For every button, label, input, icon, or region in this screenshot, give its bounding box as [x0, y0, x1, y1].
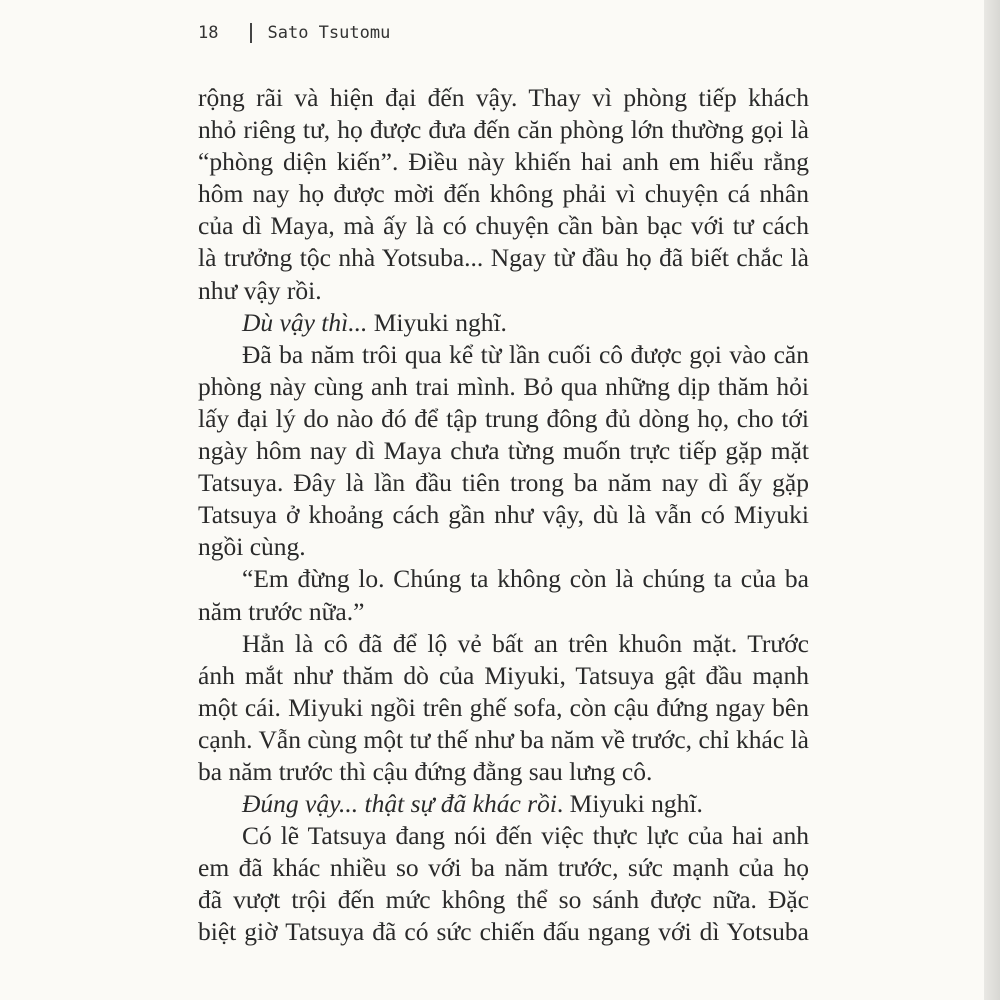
text-line [198, 916, 809, 948]
text-run: ngày hôm nay dì Maya chưa từng muốn trực tiếp gặp mặt [198, 436, 809, 466]
text-run: ánh mắt như thăm dò của Miyuki, Tatsuya gật đầu mạnh [198, 660, 809, 690]
page-edge-shadow [984, 0, 1000, 1000]
text-run: là trưởng tộc nhà Yotsuba... Ngay từ đầu họ đã biết chắc là [198, 243, 809, 273]
text-line [198, 242, 809, 274]
text-line [198, 146, 809, 178]
text-line [198, 499, 809, 531]
text-run: năm trước nữa.” [198, 596, 365, 626]
text-line [198, 852, 809, 884]
text-line [198, 371, 809, 403]
text-line [198, 307, 809, 339]
text-line [198, 403, 809, 435]
text-line [198, 756, 809, 788]
italic-thought: Dù vậy thì... [242, 307, 368, 337]
text-line [198, 531, 809, 563]
text-line [198, 788, 809, 820]
text-run: Có lẽ Tatsuya đang nói đến việc thực lực của hai anh [242, 821, 809, 851]
text-line [198, 114, 809, 146]
text-run: biệt giờ Tatsuya đã có sức chiến đấu ngang với dì Yotsuba [198, 917, 809, 947]
text-run: hôm nay họ được mời đến không phải vì chuyện cá nhân [198, 179, 809, 209]
paragraph [198, 788, 809, 820]
text-line [198, 820, 809, 852]
paragraph [198, 339, 809, 564]
text-run: lấy đại lý do nào đó để tập trung đông đủ dòng họ, cho tới [198, 403, 809, 433]
text-line [198, 724, 809, 756]
text-run: . Miyuki nghĩ. [556, 789, 703, 819]
text-run: Tatsuya ở khoảng cách gần như vậy, dù là vẫn có Miyuki [198, 500, 809, 530]
text-line [198, 884, 809, 916]
body-text [198, 82, 809, 949]
text-line [198, 660, 809, 692]
text-run: Hẳn là cô đã để lộ vẻ bất an trên khuôn mặt. Trước [242, 628, 809, 658]
text-run: phòng này cùng anh trai mình. Bỏ qua những dịp thăm hỏi [198, 371, 809, 401]
page-number: 18 [198, 23, 219, 43]
text-run: như vậy rồi. [198, 275, 322, 305]
running-header [198, 18, 390, 48]
text-run: ba năm trước thì cậu đứng đằng sau lưng cô. [198, 756, 653, 786]
text-line [198, 210, 809, 242]
author-name: Sato Tsutomu [267, 23, 391, 43]
text-run: nhỏ riêng tư, họ được đưa đến căn phòng lớn thường gọi là [198, 115, 809, 145]
text-run: Tatsuya. Đây là lần đầu tiên trong ba năm nay dì ấy gặp [198, 468, 809, 498]
text-run: “Em đừng lo. Chúng ta không còn là chúng ta của ba [242, 564, 809, 594]
paragraph [198, 82, 809, 307]
text-run: đã vượt trội đến mức không thể so sánh được nữa. Đặc [198, 885, 809, 915]
text-line [198, 563, 809, 595]
text-line [198, 692, 809, 724]
text-run: Đã ba năm trôi qua kể từ lần cuối cô được gọi vào căn [242, 339, 809, 369]
text-line [198, 435, 809, 467]
text-run: Miyuki nghĩ. [367, 307, 507, 337]
text-line [198, 275, 809, 307]
text-run: của dì Maya, mà ấy là có chuyện cần bàn bạc với tư cách [198, 211, 809, 241]
text-run: cạnh. Vẫn cùng một tư thế như ba năm về trước, chỉ khác là [198, 724, 809, 754]
paragraph [198, 563, 809, 627]
text-run: rộng rãi và hiện đại đến vậy. Thay vì phòng tiếp khách [198, 83, 809, 112]
paragraph [198, 628, 809, 788]
paragraph [198, 307, 809, 339]
paragraph [198, 820, 809, 948]
text-line [198, 339, 809, 371]
text-line [198, 467, 809, 499]
text-run: em đã khác nhiều so với ba năm trước, sức mạnh của họ [198, 853, 809, 883]
text-line [198, 596, 809, 628]
text-line [198, 82, 809, 114]
header-divider [250, 23, 252, 43]
text-run: “phòng diện kiến”. Điều này khiến hai anh em hiểu rằng [198, 147, 809, 177]
text-run: ngồi cùng. [198, 532, 306, 562]
text-run: một cái. Miyuki ngồi trên ghế sofa, còn cậu đứng ngay bên [198, 692, 809, 722]
text-line [198, 178, 809, 210]
text-line [198, 628, 809, 660]
italic-thought: Đúng vậy... thật sự đã khác rồi [242, 789, 557, 819]
